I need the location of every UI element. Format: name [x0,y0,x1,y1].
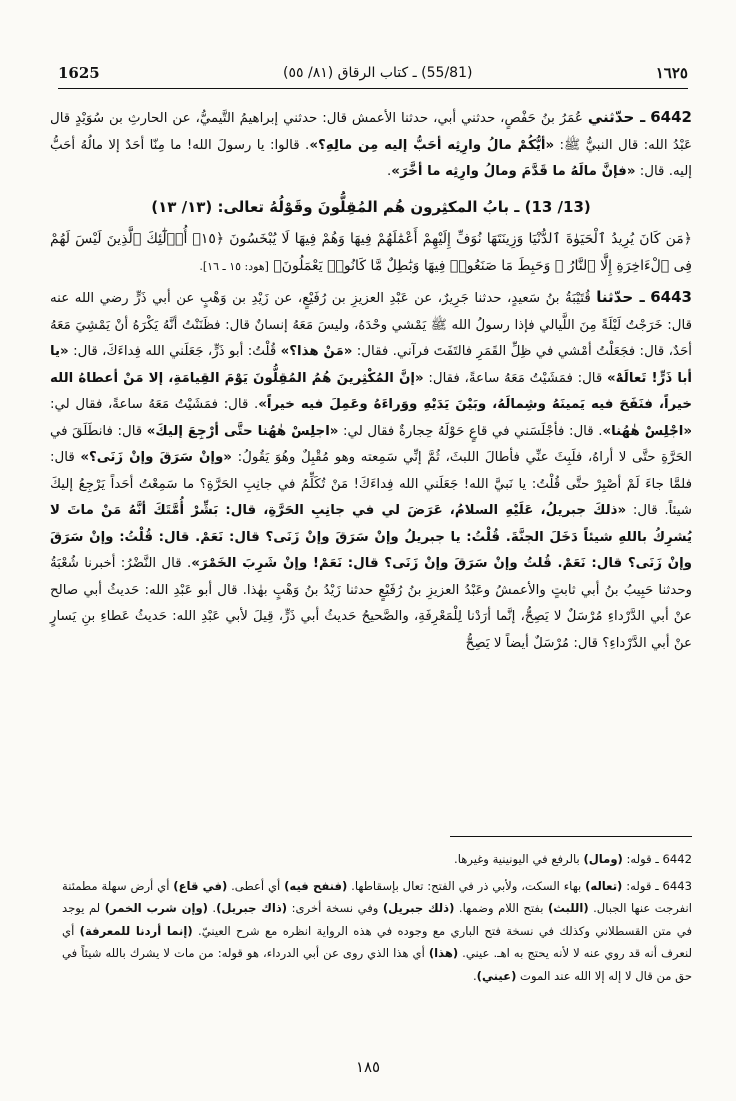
prophetic-quote: «اجلِسْ هٰهُنا حتَّى أرْجِعَ إليكَ» [146,423,339,439]
footnote-separator [450,836,692,837]
footnote-text: بالرفع في اليونينية وغيرها. [454,852,584,866]
prophetic-quote: «أيُّكُمْ مالُ وارِثِه أحَبُّ إليه مِن مالِهِ؟» [309,137,555,153]
footnote-text: أي أرض سهلة مطمئنة انفرجت عنها الجبال. [62,878,692,916]
footnote-term: (تعاله) [585,878,623,893]
running-title: (55/81) ـ كتاب الرقاق (٨١/ ٥٥) [283,65,473,81]
page-number-latin: 1625 [58,64,100,82]
footnote-term: (ذاك جبريل) [216,901,288,916]
hadith-text: قال: فمَشَيْتُ مَعَهُ ساعةً، فقال: [423,370,608,386]
footnote-text: . [207,901,217,916]
quran-verse [50,226,692,280]
prophetic-quote: «فإنَّ مالَهُ ما قَدَّمَ ومالُ وارِثِه ما أخَّرَ» [391,164,636,179]
footnote-text: . [472,968,477,983]
narration-keyword: ـ حدّثني [587,108,646,126]
footnote-6443 [62,875,692,988]
footnote-term: (إنما أردنا للمعرفة) [79,923,193,938]
footnote-term: (هذا) [428,946,459,961]
page-footer-number: ١٨٥ [355,1058,381,1076]
footnote-term: (اللبث) [547,901,589,916]
footnote-text: بفتح اللام وضمها. [454,901,548,916]
hadith-text: . قالوا: يا رسولَ الله! ما مِنّا أحَدٌ إلا مالُهُ أحَبُّ إليه. قال: [50,137,692,179]
footnote-text: بهاء السكت، ولأبي ذر في الفتح: تعال بإسقاطها. [347,878,586,893]
prophetic-quote: «إنَّ المُكْثِرينَ هُمُ المُقِلُّونَ يَوْمَ القِيامَةِ، إلا مَنْ أعطاهُ الله خيراً، فنَفَحَ فيه يَمينَهُ وشِمالَهُ، وبَيْنَ يَدَيْهِ ووَراءَهُ وعَمِلَ فيه خيراً» [50,370,693,412]
footnote-term: (ومال) [583,852,623,866]
footnotes [62,848,692,992]
hadith-text: قال: فانطَلَقَ في الحَرَّةِ حتَّى لا أراهُ، فلَبِثَ عنِّي فأطالَ اللبثَ، ثُمَّ إنِّي سَمِعته وهو مُقْبِلٌ وهُوَ يَقُولُ: [50,423,693,465]
prophetic-quote: «وإنْ سَرَقَ وإنْ زَنَى؟» [80,450,232,465]
footnote-term: (ذلك جبريل) [382,901,455,916]
footnote-text: أي هذا الذي روى عن أبي الدرداء، هو قوله: من مات لا يشرك بالله شيئاً في حق من قال لا إله إلا الله عند الموت [62,946,692,983]
hadith-text: قُلْتُ: أبو ذَرٍّ، جَعَلَني الله فِداءَكَ، قال: [68,344,281,359]
footnote-text: أي أعطى. [227,878,285,893]
verse-text: ﴿مَن كَانَ يُرِيدُ ٱلْحَيَوٰةَ ٱلدُّنْيَا وَزِينَتَهَا نُوَفِّ إِلَيْهِمْ أَعْمَٰلَهُمْ فِيهَا وَهُمْ فِيهَا لَا يُبْخَسُونَ ﴿١٥﴾ أُو۟لَٰٓئِكَ ٱلَّذِينَ لَيْسَ لَهُمْ فِى ٱلْءَاخِرَةِ إِلَّا ٱلنَّارُ ۖ وَحَبِطَ مَا صَنَعُوا۟ فِيهَا وَبَٰطِلٌ مَّا كَانُوا۟ يَعْمَلُونَ﴾ [50,231,692,274]
prophetic-quote: «ذلكَ جبريلُ، عَلَيْهِ السلامُ، عَرَضَ لي في جانِبِ الحَرَّةِ، قال: بَشِّرْ أُمَّتَكَ أنَّهُ مَنْ ماتَ لا يُشرِكُ باللهِ شيئاً دَخَلَ الجنَّةَ. قُلْتُ: يا جبريلُ وإنْ سَرَقَ وإنْ زَنَى؟ قال: نَعَمْ. قال: قُلْتُ: وإنْ سَرَقَ وإنْ زَنَى؟ قال: نَعَمْ. قُلتُ وإنْ سَرَقَ وإنْ زَنَى؟ قال: نَعَمْ! وإنْ شَرِبَ الخَمْرَ» [50,503,693,571]
hadith-number: 6442 [650,108,692,126]
footnote-text: وفي نسخة أخرى: [287,901,383,916]
main-text [50,104,692,657]
footnote-6442 [62,848,692,871]
footnote-term: (وإن شرب الخمر) [104,901,208,916]
prophetic-quote: «يا أبا ذَرٍّ! تَعالَهْ» [50,344,693,386]
footnote-term: (في قاع) [173,878,228,893]
hadith-6443 [50,284,692,657]
hadith-text: . [387,164,392,179]
footnote-term: (عيني) [476,968,517,983]
hadith-6442 [50,104,692,186]
chapter-heading: (13/ 13) ـ بابُ المكثِرون هُم المُقِلُّونَ وقَوْلُهُ تعالى: (١٣/ ١٣) [151,197,591,216]
narration-keyword: ـ حدّثنا [596,288,645,306]
prophetic-quote: «مَنْ هذا؟» [280,344,353,359]
isnad-text: قُتَيْبَةُ بنُ سَعيدٍ، حدثنا جَرِيرٌ، عن عَبْدِ العزيزِ بن رُفَيْعٍ، عن زَيْدِ بن وَهْبٍ عن أبي ذَرٍّ رضي الله عنه قال: خَرَجْتُ لَيْلَةً مِنَ اللَّيالي فإذا رسولُ الله ﷺ يَمْشي وحْدَهُ، وليسَ مَعَهُ إنسانٌ قال: فظَنَنْتُ أنَّهُ يَكْرَهُ أنْ يَمْشِيَ مَعَهُ أحَدٌ، قال: فجَعَلْتُ أمْشي في ظِلِّ القَمَرِ فالتَفَتَ فرآني. فقال: [50,291,692,359]
hadith-text: . قال النَّضْرُ: أخبرنا شُعْبَةُ وحدثنا حَبِيبُ بنُ أبي ثابتٍ والأعمشُ وعَبْدُ العزيزِ بنُ رُفَيْعٍ حدثنا زَيْدُ بنُ وَهْبٍ بهٰذا. قال أبو عَبْدِ الله: حَديثُ أبي صالح عنْ أبي الدَّرْداءِ مُرْسَلٌ لا يَصِحُّ، إنَّما أرَدْنا لِلْمَعْرِفَةِ، والصَّحيحُ حَديثُ أبي ذَرٍّ، قِيلَ لأبي عَبْدِ الله: حَديثُ عَطاءِ بنِ يَسارٍ عنْ أبي الدَّرْداءِ؟ قال: مُرْسَلٌ أيضاً لا يَصِحُّ [50,556,692,651]
hadith-text: . قال: فمَشَيْتُ مَعَهُ ساعةً، فقال لي: [50,397,259,412]
hadith-text: قال: فلمَّا جاءَ لَمْ أصْبِرْ حتَّى قُلْتُ: يا نَبيَّ الله! جَعَلَني الله فِداءَكَ! مَنْ تُكَلِّمُ في جانِبِ الحَرَّةِ؟ ما سَمِعْتُ أحَداً يَرْجِعُ إليكَ شيئاً. قال: [50,450,692,518]
page-number-arabic: ١٦٢٥ [655,64,688,82]
verse-reference: [هود: ١٥ ـ ١٦]. [199,259,269,273]
hadith-number: 6443 [650,288,692,306]
footnote-term: (فنفح فيه) [284,878,348,893]
footnote-number: 6443 ـ قوله: [622,878,693,893]
footnote-text: أي لنعرف أنه قد روي عنه لا لأنه يحتج به اهـ. عيني. [62,923,692,961]
prophetic-quote: «اجْلِسْ هٰهُنا» [602,423,692,439]
hadith-text: . قال: فأجْلَسَني في قاعٍ حَوْلَهُ حِجارةٌ فقال لي: [338,423,603,439]
page-header [58,58,688,89]
footnote-text: لم يوجد في متن القسطلاني وكذلك في نسخة فتح الباري مع وجوده في هذه الرواية انظره مع شرح العينيّ. [62,901,692,938]
isnad-text: عُمَرُ بنُ حَفْصٍ، حدثني أبي، حدثنا الأعمش قال: حدثني إبراهيمُ التَّيميُّ، عن الحارثِ بن سُوَيْدٍ قال عَبْدُ الله: قال النبيُّ ﷺ: [50,111,692,153]
footnote-number: 6442 ـ قوله: [622,852,692,866]
